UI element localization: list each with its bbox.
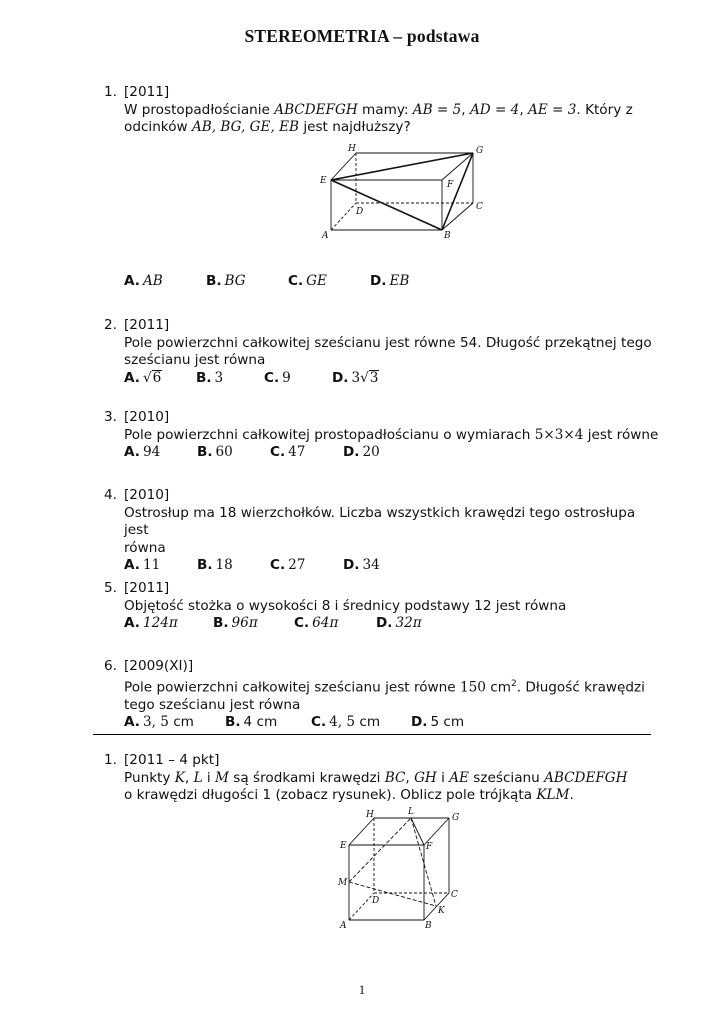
answer-b: B. 96π xyxy=(213,615,258,631)
problem-number: 5. xyxy=(104,580,117,596)
section-divider xyxy=(93,734,651,735)
problem-text: Pole powierzchni całkowitej sześcianu jest równe 54. Długość przekątnej tego sześcianu jest równa xyxy=(124,334,652,368)
vertex-label-h: H xyxy=(366,810,374,820)
cube-figure xyxy=(330,805,470,935)
problem-2 xyxy=(104,317,664,387)
answer-a: A. √6 xyxy=(124,369,162,386)
open-problem-1 xyxy=(104,752,664,805)
answer-a: A. 124π xyxy=(124,615,178,631)
problem-1 xyxy=(104,84,664,137)
answer-d: D. 3√3 xyxy=(332,369,379,386)
problem-tag: [2011 – 4 pkt] xyxy=(124,752,220,768)
page-number: 1 xyxy=(358,982,366,997)
problem-text: Punkty K, L i M są środkami krawędzi BC, GH i AE sześcianu ABCDEFGH o krawędzi długości 1 (zobacz rysunek). Oblicz pole trójkąta KLM. xyxy=(124,769,628,803)
problem-text: W prostopadłościanie ABCDEFGH mamy: AB = 5, AD = 4, AE = 3. Który z odcinków AB, BG, GE, EB jest najdłuższy? xyxy=(124,101,633,135)
answer-d: D. EB xyxy=(370,273,410,289)
problem-number: 1. xyxy=(104,752,117,768)
page-title: STEREOMETRIA – podstawa xyxy=(244,26,480,46)
problem-4 xyxy=(104,487,664,575)
problem-text: Ostrosłup ma 18 wierzchołków. Liczba wszystkich krawędzi tego ostrosłupa jest równa xyxy=(124,504,636,556)
vertex-label-k: K xyxy=(438,906,445,916)
problem-tag: [2009(XI)] xyxy=(124,658,194,674)
answer-c: C. 47 xyxy=(270,444,306,460)
answer-d: D. 20 xyxy=(343,444,380,460)
vertex-label-b: B xyxy=(444,231,451,241)
problem-1-answers xyxy=(104,273,664,291)
problem-number: 4. xyxy=(104,487,117,503)
problem-number: 1. xyxy=(104,84,117,100)
answer-a: A. AB xyxy=(124,273,163,289)
answer-b: B. BG xyxy=(206,273,246,289)
problem-tag: [2011] xyxy=(124,580,170,596)
answer-a: A. 3, 5 cm xyxy=(124,714,194,731)
answer-c: C. 4, 5 cm xyxy=(311,714,381,731)
vertex-label-a: A xyxy=(322,231,329,241)
vertex-label-f: F xyxy=(447,180,454,190)
vertex-label-c: C xyxy=(451,890,458,900)
vertex-label-b: B xyxy=(425,921,432,931)
vertex-label-h: H xyxy=(348,144,356,154)
answer-b: B. 4 cm xyxy=(225,714,278,731)
vertex-label-m: M xyxy=(338,878,348,888)
problem-text: Pole powierzchni całkowitej sześcianu jest równe 150 $cm^2$. Długość krawędzi tego sześcianu jest równa xyxy=(124,678,645,713)
cuboid-figure xyxy=(310,140,500,245)
problem-5 xyxy=(104,580,664,633)
answer-c: C. 27 xyxy=(270,557,306,573)
problem-number: 6. xyxy=(104,658,117,674)
problem-tag: [2011] xyxy=(124,84,170,100)
vertex-label-e: E xyxy=(320,176,327,186)
problem-text: Pole powierzchni całkowitej prostopadłościanu o wymiarach 5×3×4 jest równe xyxy=(124,426,659,443)
vertex-label-g: G xyxy=(452,813,460,823)
answer-a: A. 11 xyxy=(124,557,161,573)
problem-number: 3. xyxy=(104,409,117,425)
vertex-label-d: D xyxy=(356,207,364,217)
answer-c: C. 64π xyxy=(294,615,339,631)
vertex-label-g: G xyxy=(476,146,484,156)
problem-text: Objętość stożka o wysokości 8 i średnicy podstawy 12 jest równa xyxy=(124,597,567,614)
vertex-label-d: D xyxy=(372,896,380,906)
problem-number: 2. xyxy=(104,317,117,333)
problem-tag: [2010] xyxy=(124,487,170,503)
answer-b: B. 60 xyxy=(197,444,233,460)
problem-6 xyxy=(104,658,664,732)
answer-b: B. 18 xyxy=(197,557,233,573)
vertex-label-a: A xyxy=(340,921,347,931)
answer-d: D. 32π xyxy=(376,615,422,631)
vertex-label-c: C xyxy=(476,202,483,212)
problem-tag: [2011] xyxy=(124,317,170,333)
answer-d: D. 5 cm xyxy=(411,714,465,731)
answer-c: C. 9 xyxy=(264,369,291,386)
answer-b: B. 3 xyxy=(196,369,224,386)
vertex-label-l: L xyxy=(408,807,414,817)
answer-c: C. GE xyxy=(288,273,327,289)
problem-3 xyxy=(104,409,664,462)
answer-a: A. 94 xyxy=(124,444,161,460)
problem-tag: [2010] xyxy=(124,409,170,425)
vertex-label-f: F xyxy=(426,842,433,852)
vertex-label-e: E xyxy=(340,841,347,851)
answer-d: D. 34 xyxy=(343,557,380,573)
